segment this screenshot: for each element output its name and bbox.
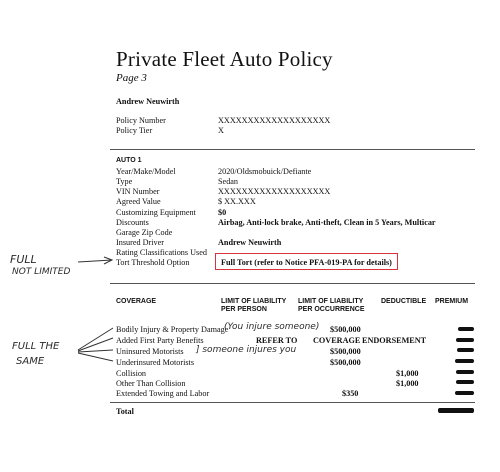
col-header-premium: PREMIUM — [435, 298, 469, 305]
coverage-per-occurrence: COVERAGE — [313, 336, 361, 345]
auto-label: Type — [116, 177, 133, 186]
auto-label: Garage Zip Code — [116, 228, 173, 237]
coverage-name: Extended Towing and Labor — [116, 389, 210, 398]
col-header-per-person: LIMIT OF LIABILITY — [221, 298, 287, 305]
coverage-per-occurrence: $500,000 — [330, 358, 361, 367]
coverage-deductible: $1,000 — [396, 379, 419, 388]
col-header-per-occurrence: LIMIT OF LIABILITY — [298, 298, 364, 305]
auto-value: $ XX.XXX — [218, 197, 256, 206]
coverage-name: Uninsured Motorists — [116, 347, 184, 356]
col-header-deductible: DEDUCTIBLE — [381, 298, 427, 305]
auto-value: 2020/Oldsmobuick/Defiante — [218, 167, 312, 176]
handwritten-same: SAME — [16, 356, 45, 367]
coverage-deductible: $1,000 — [396, 369, 419, 378]
document-title: Private Fleet Auto Policy — [116, 47, 333, 71]
coverage-per-occurrence: $500,000 — [330, 347, 361, 356]
coverage-per-occurrence: $350 — [342, 389, 359, 398]
col-header-coverage: COVERAGE — [116, 298, 157, 305]
coverage-name: Underinsured Motorists — [116, 358, 195, 367]
col-header-per-person-sub: PER PERSON — [221, 306, 267, 313]
auto-value: Andrew Neuwirth — [218, 238, 282, 247]
auto-value: Airbag, Anti-lock brake, Anti-theft, Clean in 5 Years, Multicar — [218, 218, 436, 227]
auto-heading: AUTO 1 — [116, 157, 142, 164]
policy-tier-label: Policy Tier — [116, 126, 153, 135]
tort-threshold-value: Full Tort (refer to Notice PFA-019-PA for details) — [221, 258, 392, 267]
coverage-per-person: REFER TO — [256, 336, 298, 345]
insured-name: Andrew Neuwirth — [116, 97, 180, 106]
handwritten-not-limited: NOT LIMITED — [12, 267, 71, 277]
auto-label: Insured Driver — [116, 238, 164, 247]
coverage-name: Other Than Collision — [116, 379, 186, 388]
auto-value: XXXXXXXXXXXXXXXXXXX — [218, 187, 331, 196]
coverage-name: Collision — [116, 369, 147, 378]
coverage-name: Bodily Injury & Property Damage — [116, 325, 229, 334]
auto-label: Discounts — [116, 218, 149, 227]
coverage-deductible: ENDORSEMENT — [362, 336, 427, 345]
auto-value: Sedan — [218, 177, 239, 186]
coverage-name: Added First Party Benefits — [116, 336, 204, 345]
auto-label: Rating Classifications Used — [116, 248, 207, 257]
policy-number-label: Policy Number — [116, 116, 166, 125]
policy-tier-value: X — [218, 126, 224, 135]
handwritten-you-injure: (You injure someone) — [224, 322, 320, 332]
auto-label: Customizing Equipment — [116, 208, 196, 217]
total-label: Total — [116, 407, 134, 416]
handwritten-someone-injures: ] someone injures you — [196, 345, 297, 355]
auto-value: $0 — [218, 208, 227, 217]
auto-label: Agreed Value — [116, 197, 161, 206]
policy-number-value: XXXXXXXXXXXXXXXXXXX — [218, 116, 331, 125]
auto-label: VIN Number — [116, 187, 160, 196]
handwritten-full: FULL — [10, 253, 37, 266]
auto-label: Tort Threshold Option — [116, 258, 190, 267]
handwritten-full-the: FULL THE — [12, 341, 60, 352]
auto-label: Year/Make/Model — [116, 167, 176, 176]
coverage-per-occurrence: $500,000 — [330, 325, 361, 334]
page-number: Page 3 — [116, 72, 147, 84]
col-header-per-occurrence-sub: PER OCCURRENCE — [298, 306, 365, 313]
